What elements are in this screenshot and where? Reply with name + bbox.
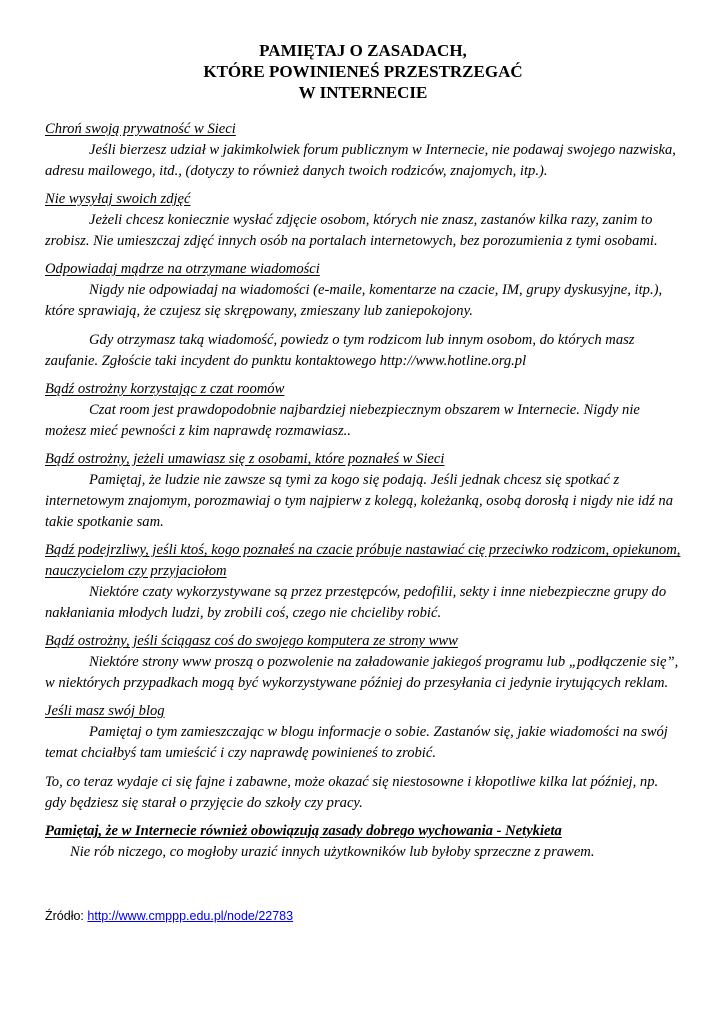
section-privacy: [45, 119, 681, 182]
section-blog: [45, 701, 681, 814]
section-suspicious: [45, 540, 681, 624]
section-paragraph: Gdy otrzymasz taką wiadomość, powiedz o tym rodzicom lub innym osobom, do których masz zaufanie. Zgłoście taki incydent do punktu kontaktowego http://www.hotline.org.pl: [45, 332, 635, 369]
source-label: Źródło:: [45, 909, 88, 923]
section-chat-rooms: [45, 379, 681, 442]
section-paragraph: To, co teraz wydaje ci się fajne i zabawne, może okazać się niestosowne i kłopotliwe kilka lat później, np. gdy będziesz się starał o przyjęcie do szkoły czy pracy.: [45, 774, 659, 811]
section-heading: Bądź ostrożny korzystając z czat roomów: [45, 381, 285, 397]
section-heading: Odpowiadaj mądrze na otrzymane wiadomości: [45, 261, 320, 277]
section-paragraph: Jeśli bierzesz udział w jakimkolwiek forum publicznym w Internecie, nie podawaj swojego nazwiska, adresu mailowego, itd., (dotyczy to również danych twoich rodziców, znajomych, itp.).: [45, 142, 676, 179]
section-heading: Chroń swoją prywatność w Sieci: [45, 121, 236, 137]
section-photos: [45, 189, 681, 252]
section-heading: Nie wysyłaj swoich zdjęć: [45, 191, 191, 207]
section-paragraph: Czat room jest prawdopodobnie najbardziej niebezpiecznym obszarem w Internecie. Nigdy nie możesz mieć pewności z kim naprawdę rozmawiasz..: [45, 402, 640, 439]
section-paragraph: Jeżeli chcesz koniecznie wysłać zdjęcie osobom, których nie znasz, zastanów kilka razy, zanim to zrobisz. Nie umieszczaj zdjęć innych osób na portalach internetowych, bez porozumienia z tymi osobami.: [45, 212, 658, 249]
section-heading: Bądź podejrzliwy, jeśli ktoś, kogo poznałeś na czacie próbuje nastawiać cię przeciwko rodzicom, opiekunom, nauczycielom czy przyjaciołom: [45, 542, 681, 579]
section-paragraph: Niektóre czaty wykorzystywane są przez przestępców, pedofilii, sekty i inne niebezpieczne grupy do nakłaniania młodych ludzi, by zrobili coś, czego nie chcieliby robić.: [45, 584, 667, 621]
title-line-1: PAMIĘTAJ O ZASADACH,: [259, 41, 467, 60]
section-heading: Bądź ostrożny, jeżeli umawiasz się z osobami, które poznałeś w Sieci: [45, 451, 445, 467]
section-paragraph: Nigdy nie odpowiadaj na wiadomości (e-maile, komentarze na czacie, IM, grupy dyskusyjne, itp.), które sprawiają, że czujesz się skrępowany, zmieszany lub zaniepokojony.: [45, 282, 663, 319]
section-paragraph: Pamiętaj, że ludzie nie zawsze są tymi za kogo się podają. Jeśli jednak chcesz się spotkać z internetowym znajomym, porozmawiaj o tym najpierw z kolegą, koleżanką, osobą dorosłą i nigdy nie idź na takie spotkanie sam.: [45, 472, 674, 530]
section-paragraph: Pamiętaj o tym zamieszczając w blogu informacje o sobie. Zastanów się, jakie wiadomości na swój temat chciałbyś tam umieścić i czy naprawdę powinieneś to zrobić.: [45, 724, 668, 761]
section-paragraph: Nie rób niczego, co mogłoby urazić innych użytkowników lub byłoby sprzeczne z prawem.: [70, 844, 595, 860]
section-heading: Jeśli masz swój blog: [45, 703, 165, 719]
title-line-3: W INTERNECIE: [298, 83, 428, 102]
title-line-2: KTÓRE POWINIENEŚ PRZESTRZEGAĆ: [203, 62, 523, 81]
section-heading: Pamiętaj, że w Internecie również obowiązują zasady dobrego wychowania - Netykieta: [45, 823, 562, 839]
section-meetings: [45, 449, 681, 533]
source-link[interactable]: http://www.cmppp.edu.pl/node/22783: [87, 909, 294, 923]
section-netiquette: [45, 821, 681, 863]
section-paragraph: Niektóre strony www proszą o pozwolenie na załadowanie jakiegoś programu lub „podłączenie się”, w niektórych przypadkach mogą być wykorzystywane później do przesyłania ci jedynie irytujących reklam.: [45, 654, 679, 691]
section-heading: Bądź ostrożny, jeśli ściągasz coś do swojego komputera ze strony www: [45, 633, 458, 649]
document-page: [45, 40, 681, 870]
section-messages: [45, 259, 681, 372]
source-line: [45, 909, 293, 923]
page-title: [45, 40, 681, 103]
section-downloads: [45, 631, 681, 694]
